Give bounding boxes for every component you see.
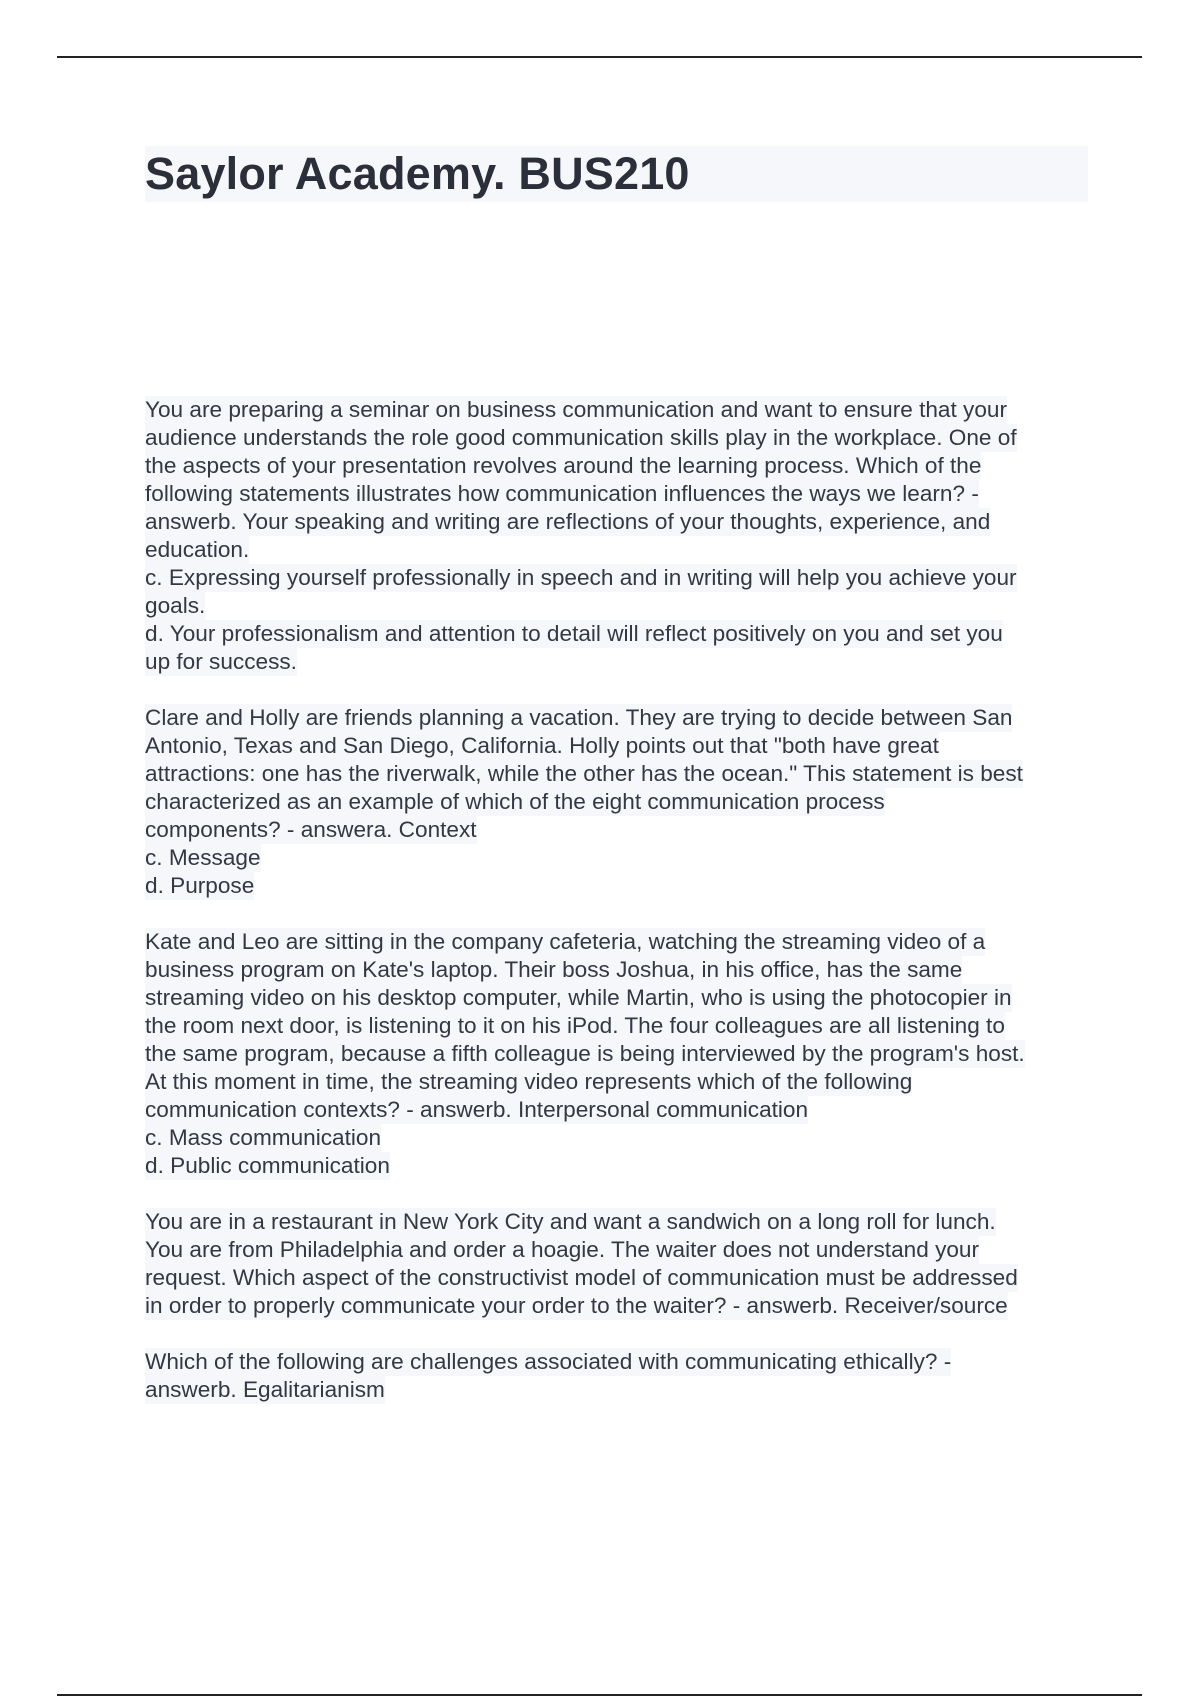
text-line: characterized as an example of which of the eight communication process xyxy=(145,789,885,814)
text-line: the same program, because a fifth colleague is being interviewed by the program's host. xyxy=(145,1041,1025,1066)
question-block-3 xyxy=(145,928,1095,1180)
text-line: answerb. Your speaking and writing are reflections of your thoughts, experience, and xyxy=(145,509,991,534)
text-line: following statements illustrates how communication influences the ways we learn? - xyxy=(145,481,979,506)
bottom-rule xyxy=(57,1694,1142,1696)
text-line: communication contexts? - answerb. Interpersonal communication xyxy=(145,1097,809,1122)
text-line: request. Which aspect of the constructivist model of communication must be addressed xyxy=(145,1265,1018,1290)
text-line: c. Message xyxy=(145,845,261,870)
text-line: the aspects of your presentation revolves around the learning process. Which of the xyxy=(145,453,982,478)
text-line: You are in a restaurant in New York City and want a sandwich on a long roll for lunch. xyxy=(145,1209,996,1234)
question-block-2 xyxy=(145,704,1095,900)
text-line: the room next door, is listening to it on his iPod. The four colleagues are all listening to xyxy=(145,1013,1005,1038)
text-line: Antonio, Texas and San Diego, California. Holly points out that "both have great xyxy=(145,733,939,758)
text-line: At this moment in time, the streaming video represents which of the following xyxy=(145,1069,913,1094)
text-line: in order to properly communicate your order to the waiter? - answerb. Receiver/source xyxy=(145,1293,1008,1318)
top-rule xyxy=(57,56,1142,58)
text-line: d. Purpose xyxy=(145,873,255,898)
text-line: d. Your professionalism and attention to detail will reflect positively on you and set you xyxy=(145,621,1003,646)
question-block-1 xyxy=(145,396,1095,676)
text-line: business program on Kate's laptop. Their boss Joshua, in his office, has the same xyxy=(145,957,963,982)
text-line: audience understands the role good communication skills play in the workplace. One of xyxy=(145,425,1017,450)
text-line: answerb. Egalitarianism xyxy=(145,1377,385,1402)
document-title: Saylor Academy. BUS210 xyxy=(145,148,690,199)
text-line: d. Public communication xyxy=(145,1153,390,1178)
title-block xyxy=(145,146,1088,202)
text-line: goals. xyxy=(145,593,206,618)
text-line: streaming video on his desktop computer, while Martin, who is using the photocopier in xyxy=(145,985,1012,1010)
text-line: components? - answera. Context xyxy=(145,817,477,842)
text-line: up for success. xyxy=(145,649,297,674)
text-line: You are from Philadelphia and order a hoagie. The waiter does not understand your xyxy=(145,1237,980,1262)
question-block-5 xyxy=(145,1348,1095,1404)
text-line: c. Expressing yourself professionally in speech and in writing will help you achieve your xyxy=(145,565,1017,590)
document-body xyxy=(145,396,1095,1432)
text-line: Kate and Leo are sitting in the company cafeteria, watching the streaming video of a xyxy=(145,929,986,954)
text-line: education. xyxy=(145,537,250,562)
question-block-4 xyxy=(145,1208,1095,1320)
text-line: attractions: one has the riverwalk, while the other has the ocean." This statement is best xyxy=(145,761,1023,786)
text-line: Clare and Holly are friends planning a vacation. They are trying to decide between San xyxy=(145,705,1013,730)
text-line: You are preparing a seminar on business communication and want to ensure that your xyxy=(145,397,1008,422)
text-line: Which of the following are challenges associated with communicating ethically? - xyxy=(145,1349,952,1374)
text-line: c. Mass communication xyxy=(145,1125,382,1150)
